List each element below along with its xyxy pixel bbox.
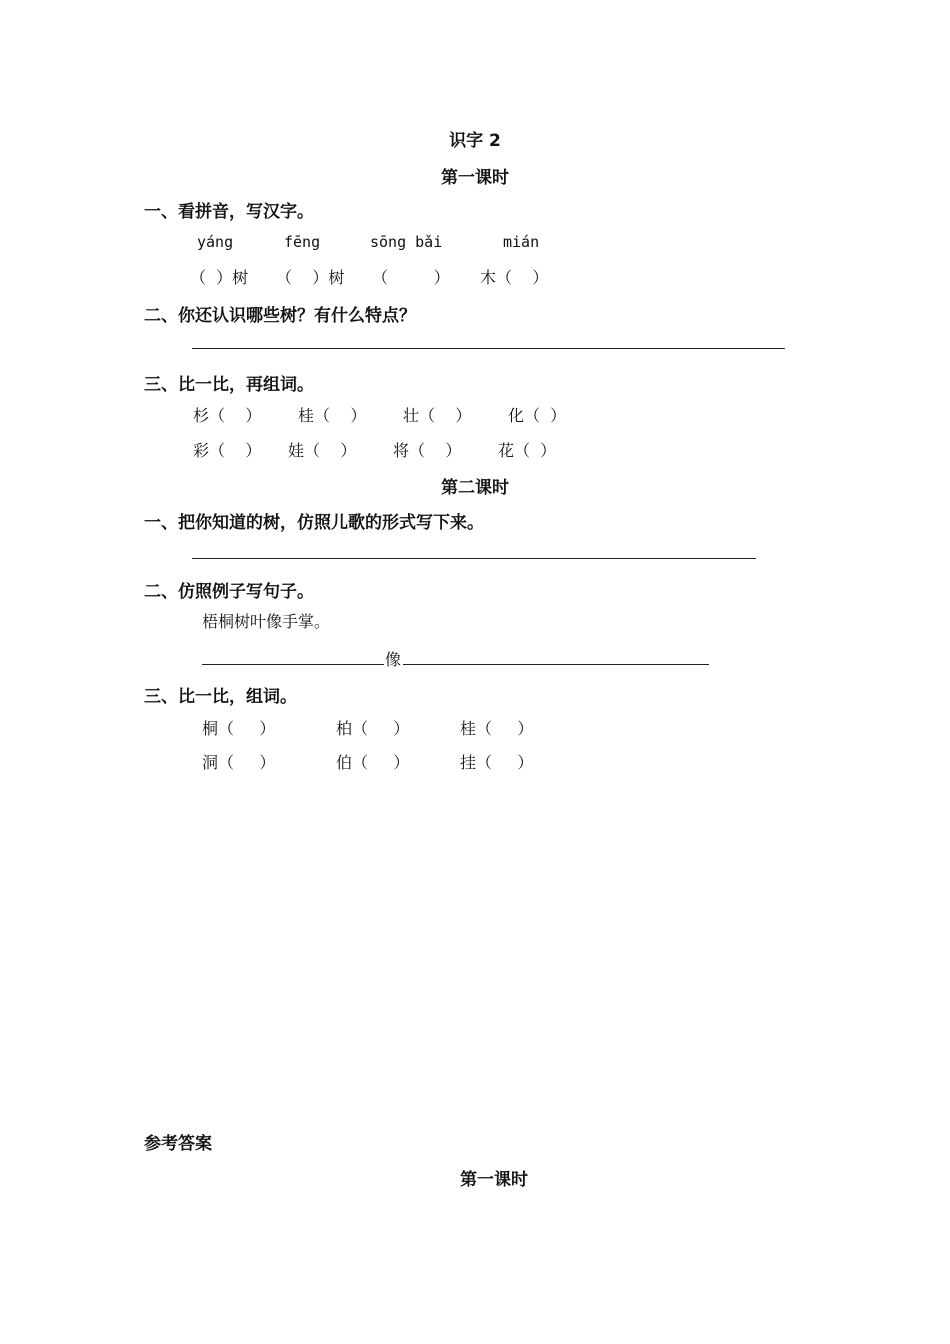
pinyin-1: yáng [197,233,234,251]
compare-cell: 柏（ ） [336,719,410,738]
compare-cell: 花（ ） [498,441,557,460]
answer-line [202,664,384,665]
l1-q2-title: 二、你还认识哪些树？有什么特点？ [144,306,416,326]
lesson1-heading: 第一课时 [441,168,509,188]
l2-q3-title: 三、比一比，组词。 [144,687,297,707]
l2-q1-title: 一、把你知道的树，仿照儿歌的形式写下来。 [144,513,484,533]
compare-cell: 桐（ ） [202,719,276,738]
pinyin-3: sōng bǎi [370,233,443,251]
compare-cell: 化（ ） [508,406,567,425]
answers-title: 参考答案 [144,1134,212,1154]
blank-3: （ ） [372,268,450,287]
l2-q2-title: 二、仿照例子写句子。 [144,582,314,602]
answers-heading: 第一课时 [460,1170,528,1190]
compare-cell: 桂（ ） [460,719,534,738]
compare-cell: 彩（ ） [193,441,262,460]
compare-cell: 桂（ ） [298,406,367,425]
pinyin-4: mián [503,233,540,251]
answer-line [192,558,756,559]
l1-q1-title: 一、看拼音，写汉字。 [144,202,314,222]
compare-cell: 挂（ ） [460,753,534,772]
l1-q3-title: 三、比一比，再组词。 [144,375,314,395]
blank-4: 木（ ） [480,268,549,287]
compare-cell: 洞（ ） [202,753,276,772]
blank-2: （ ）树 [276,268,345,287]
compare-cell: 娃（ ） [288,441,357,460]
lesson2-heading: 第二课时 [441,478,509,498]
compare-cell: 壮（ ） [403,406,472,425]
compare-cell: 杉（ ） [193,406,262,425]
blank-1: （ ）树 [190,268,249,287]
answer-line [403,664,709,665]
example-sentence: 梧桐树叶像手掌。 [202,612,331,631]
compare-cell: 伯（ ） [336,753,410,772]
compare-cell: 将（ ） [393,441,462,460]
connector-word: 像 [385,650,402,669]
pinyin-2: fēng [284,233,321,251]
answer-line [192,348,785,349]
page-title: 识字 2 [449,131,501,151]
